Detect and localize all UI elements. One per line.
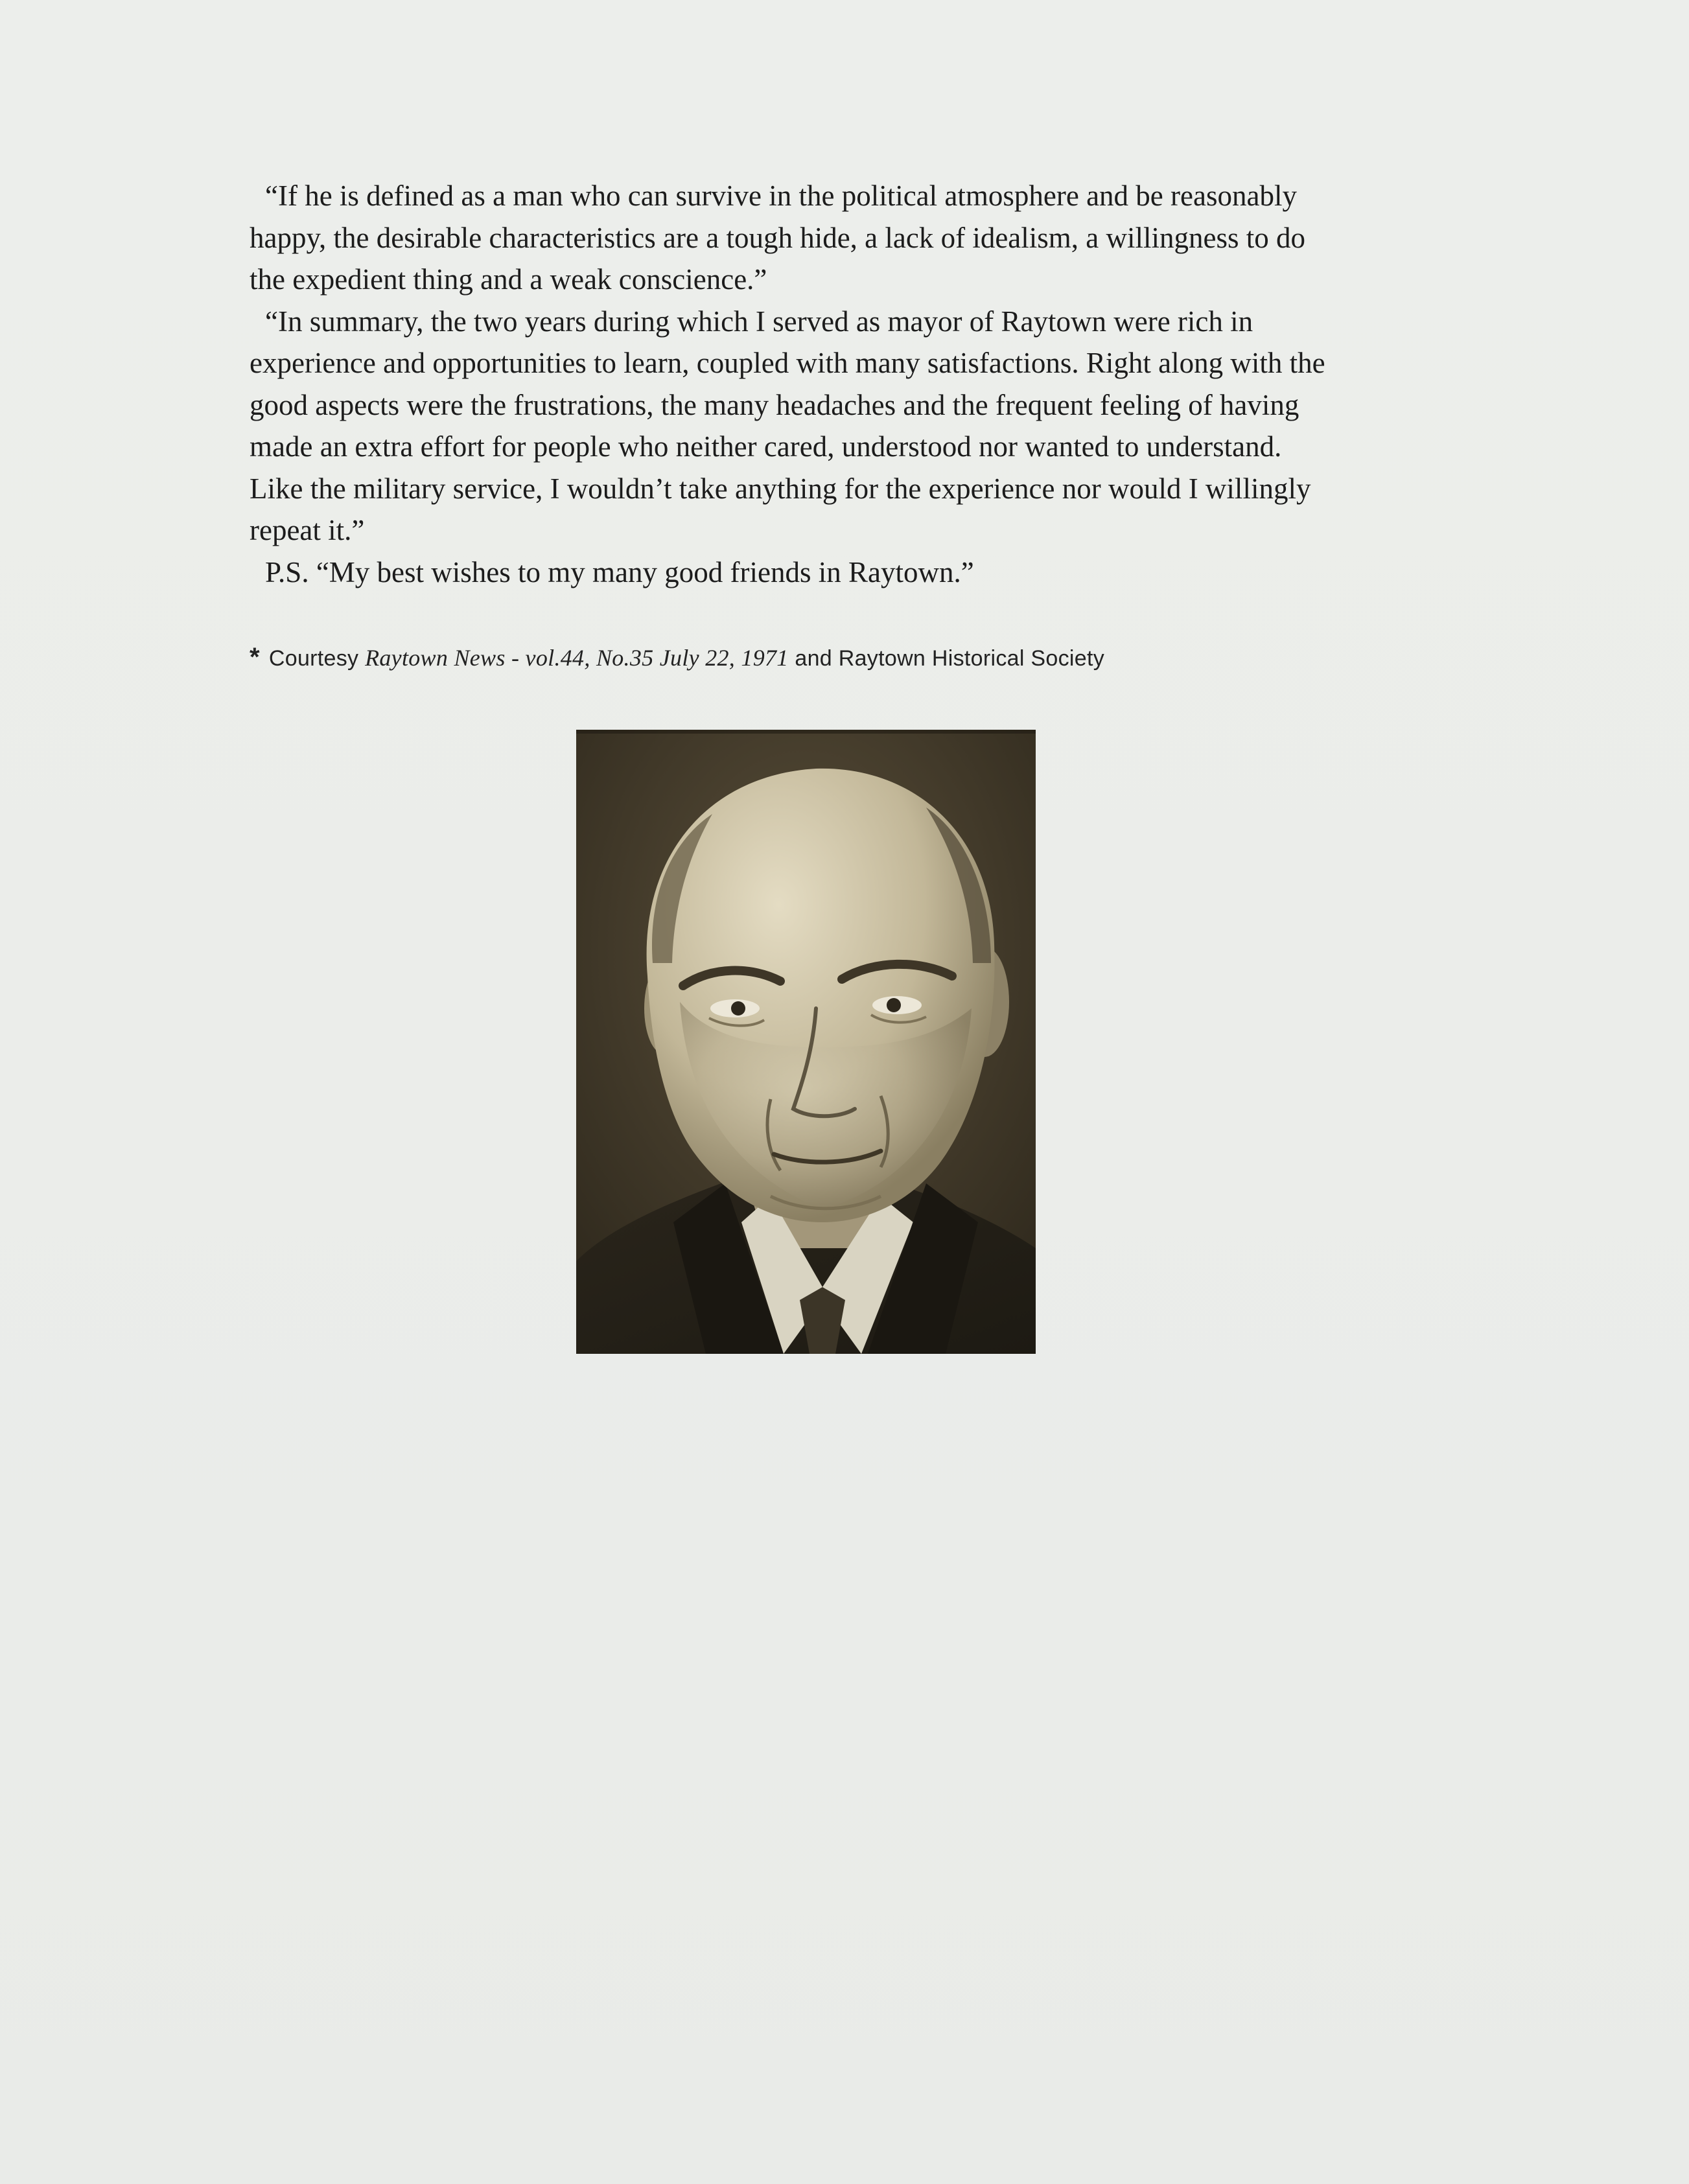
footnote-suffix: and Raytown Historical Society: [795, 646, 1105, 671]
quote-paragraph-2: “In summary, the two years during which I served as mayor of Raytown were rich in experience and opportunities to learn, coupled with many satisfactions. Right along with the good aspects were the frustrations, the many headaches and the frequent feeling of having made an extra effort for people who neither cared, understood nor wanted to understand. Like the military service, I wouldn’t take anything for the experience nor would I willingly repeat it.”: [250, 305, 1325, 546]
postscript-paragraph: P.S. “My best wishes to my many good friends in Raytown.”: [265, 555, 974, 588]
quote-paragraph-1: “If he is defined as a man who can survive in the political atmosphere and be reasonably happy, the desirable characteristics are a tough hide, a lack of idealism, a willingness to do the expedient thing and a weak conscience.”: [250, 180, 1306, 296]
portrait-photo: [576, 730, 1036, 1354]
footnote-source: Raytown News - vol.44, No.35 July 22, 1971: [365, 645, 789, 671]
article-text: [250, 175, 1494, 593]
footnote-asterisk: *: [250, 643, 260, 671]
courtesy-footnote: [250, 644, 1481, 671]
footnote-prefix: Courtesy: [268, 646, 359, 671]
